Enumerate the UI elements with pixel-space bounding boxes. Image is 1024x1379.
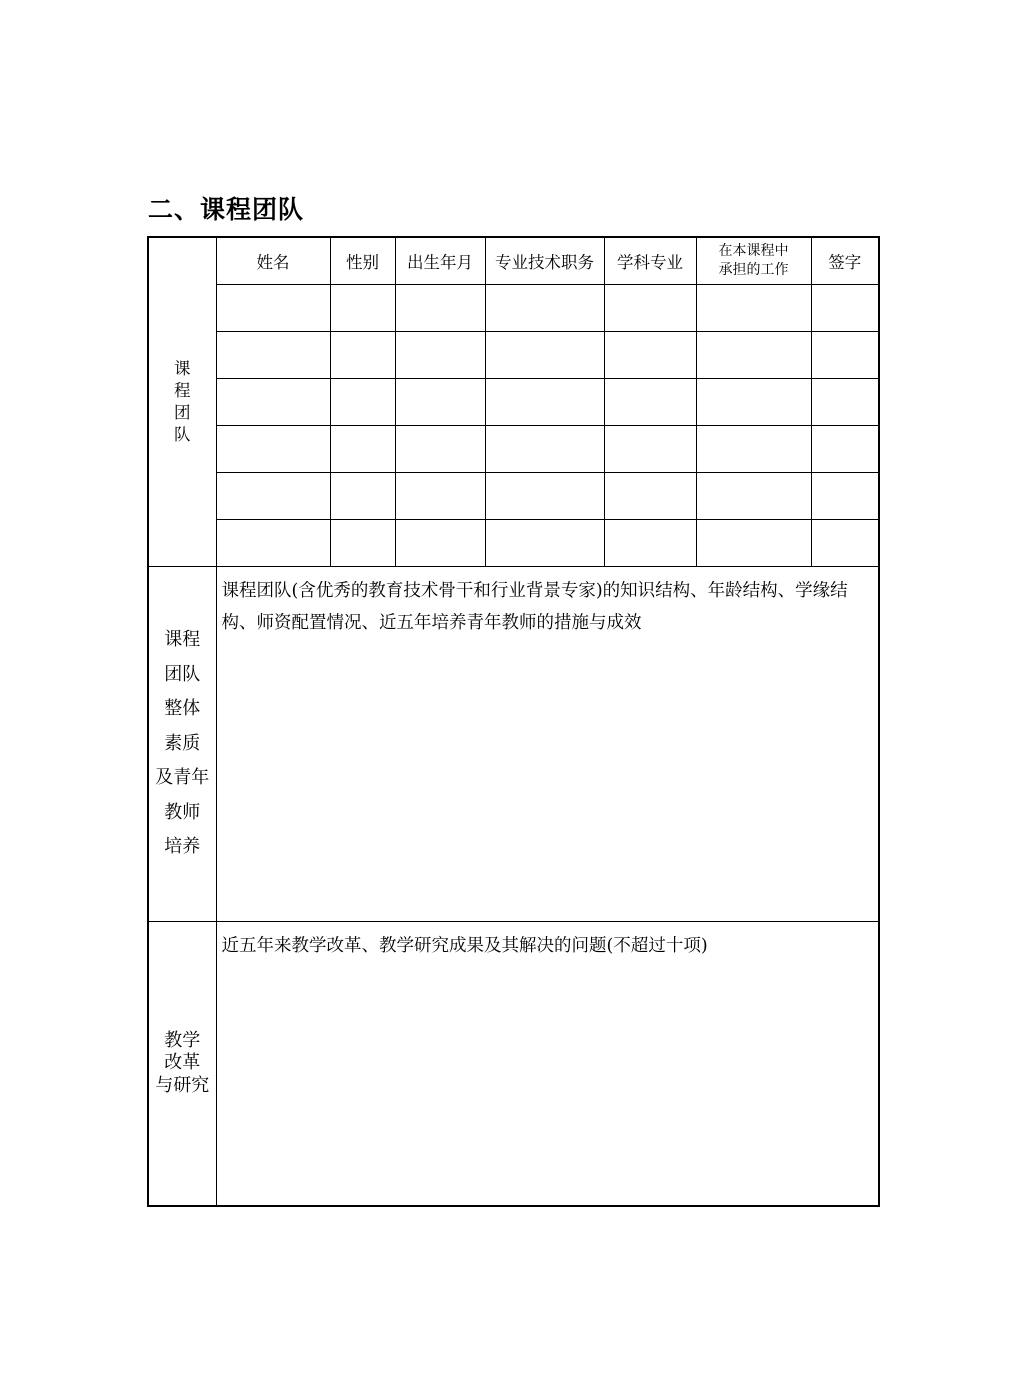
professional-title-cell[interactable] <box>485 332 604 379</box>
name-cell[interactable] <box>216 520 330 567</box>
discipline-cell[interactable] <box>604 285 696 332</box>
quality-response-area[interactable] <box>216 567 879 922</box>
professional-title-cell[interactable] <box>485 473 604 520</box>
table-row <box>148 332 879 379</box>
discipline-cell[interactable] <box>604 473 696 520</box>
table-row <box>148 473 879 520</box>
reform-prompt-text: 近五年来教学改革、教学研究成果及其解决的问题(不超过十项) <box>221 936 708 956</box>
course-role-cell[interactable] <box>696 285 811 332</box>
quality-side-label: 课程 团队 整体 素质 及青年 教师 培养 <box>148 567 216 922</box>
team-side-label: 课 程 团 队 <box>148 237 216 567</box>
col-header-course-role: 在本课程中 承担的工作 <box>696 237 811 285</box>
professional-title-cell[interactable] <box>485 426 604 473</box>
table-row <box>148 285 879 332</box>
quality-section-row <box>148 567 879 922</box>
course-role-cell[interactable] <box>696 473 811 520</box>
course-role-cell[interactable] <box>696 426 811 473</box>
birth-date-cell[interactable] <box>395 473 485 520</box>
birth-date-cell[interactable] <box>395 332 485 379</box>
reform-response-area[interactable] <box>216 922 879 1207</box>
col-header-birth-date: 出生年月 <box>395 237 485 285</box>
quality-prompt-text: 课程团队(含优秀的教育技术骨干和行业背景专家)的知识结构、年龄结构、学缘结构、师资配置情况、近五年培养青年教师的措施与成效 <box>221 581 848 633</box>
section-title: 二、课程团队 <box>148 195 305 224</box>
gender-cell[interactable] <box>330 285 395 332</box>
reform-section-row <box>148 922 879 1207</box>
discipline-cell[interactable] <box>604 379 696 426</box>
name-cell[interactable] <box>216 379 330 426</box>
signature-cell[interactable] <box>811 332 879 379</box>
signature-cell[interactable] <box>811 426 879 473</box>
name-cell[interactable] <box>216 332 330 379</box>
name-cell[interactable] <box>216 473 330 520</box>
signature-cell[interactable] <box>811 379 879 426</box>
gender-cell[interactable] <box>330 332 395 379</box>
table-row <box>148 379 879 426</box>
birth-date-cell[interactable] <box>395 285 485 332</box>
discipline-cell[interactable] <box>604 332 696 379</box>
signature-cell[interactable] <box>811 473 879 520</box>
professional-title-cell[interactable] <box>485 379 604 426</box>
discipline-cell[interactable] <box>604 426 696 473</box>
course-role-cell[interactable] <box>696 379 811 426</box>
reform-side-label: 教学 改革 与研究 <box>148 922 216 1207</box>
table-row <box>148 520 879 567</box>
col-header-professional-title: 专业技术职务 <box>485 237 604 285</box>
professional-title-cell[interactable] <box>485 285 604 332</box>
birth-date-cell[interactable] <box>395 379 485 426</box>
name-cell[interactable] <box>216 426 330 473</box>
birth-date-cell[interactable] <box>395 520 485 567</box>
gender-cell[interactable] <box>330 426 395 473</box>
signature-cell[interactable] <box>811 285 879 332</box>
birth-date-cell[interactable] <box>395 426 485 473</box>
col-header-name: 姓名 <box>216 237 330 285</box>
gender-cell[interactable] <box>330 473 395 520</box>
table-row <box>148 426 879 473</box>
course-team-form <box>147 236 880 1207</box>
team-table-header-row <box>148 237 879 285</box>
gender-cell[interactable] <box>330 520 395 567</box>
name-cell[interactable] <box>216 285 330 332</box>
course-role-cell[interactable] <box>696 520 811 567</box>
course-role-cell[interactable] <box>696 332 811 379</box>
col-header-signature: 签字 <box>811 237 879 285</box>
discipline-cell[interactable] <box>604 520 696 567</box>
signature-cell[interactable] <box>811 520 879 567</box>
col-header-discipline: 学科专业 <box>604 237 696 285</box>
col-header-gender: 性别 <box>330 237 395 285</box>
professional-title-cell[interactable] <box>485 520 604 567</box>
gender-cell[interactable] <box>330 379 395 426</box>
